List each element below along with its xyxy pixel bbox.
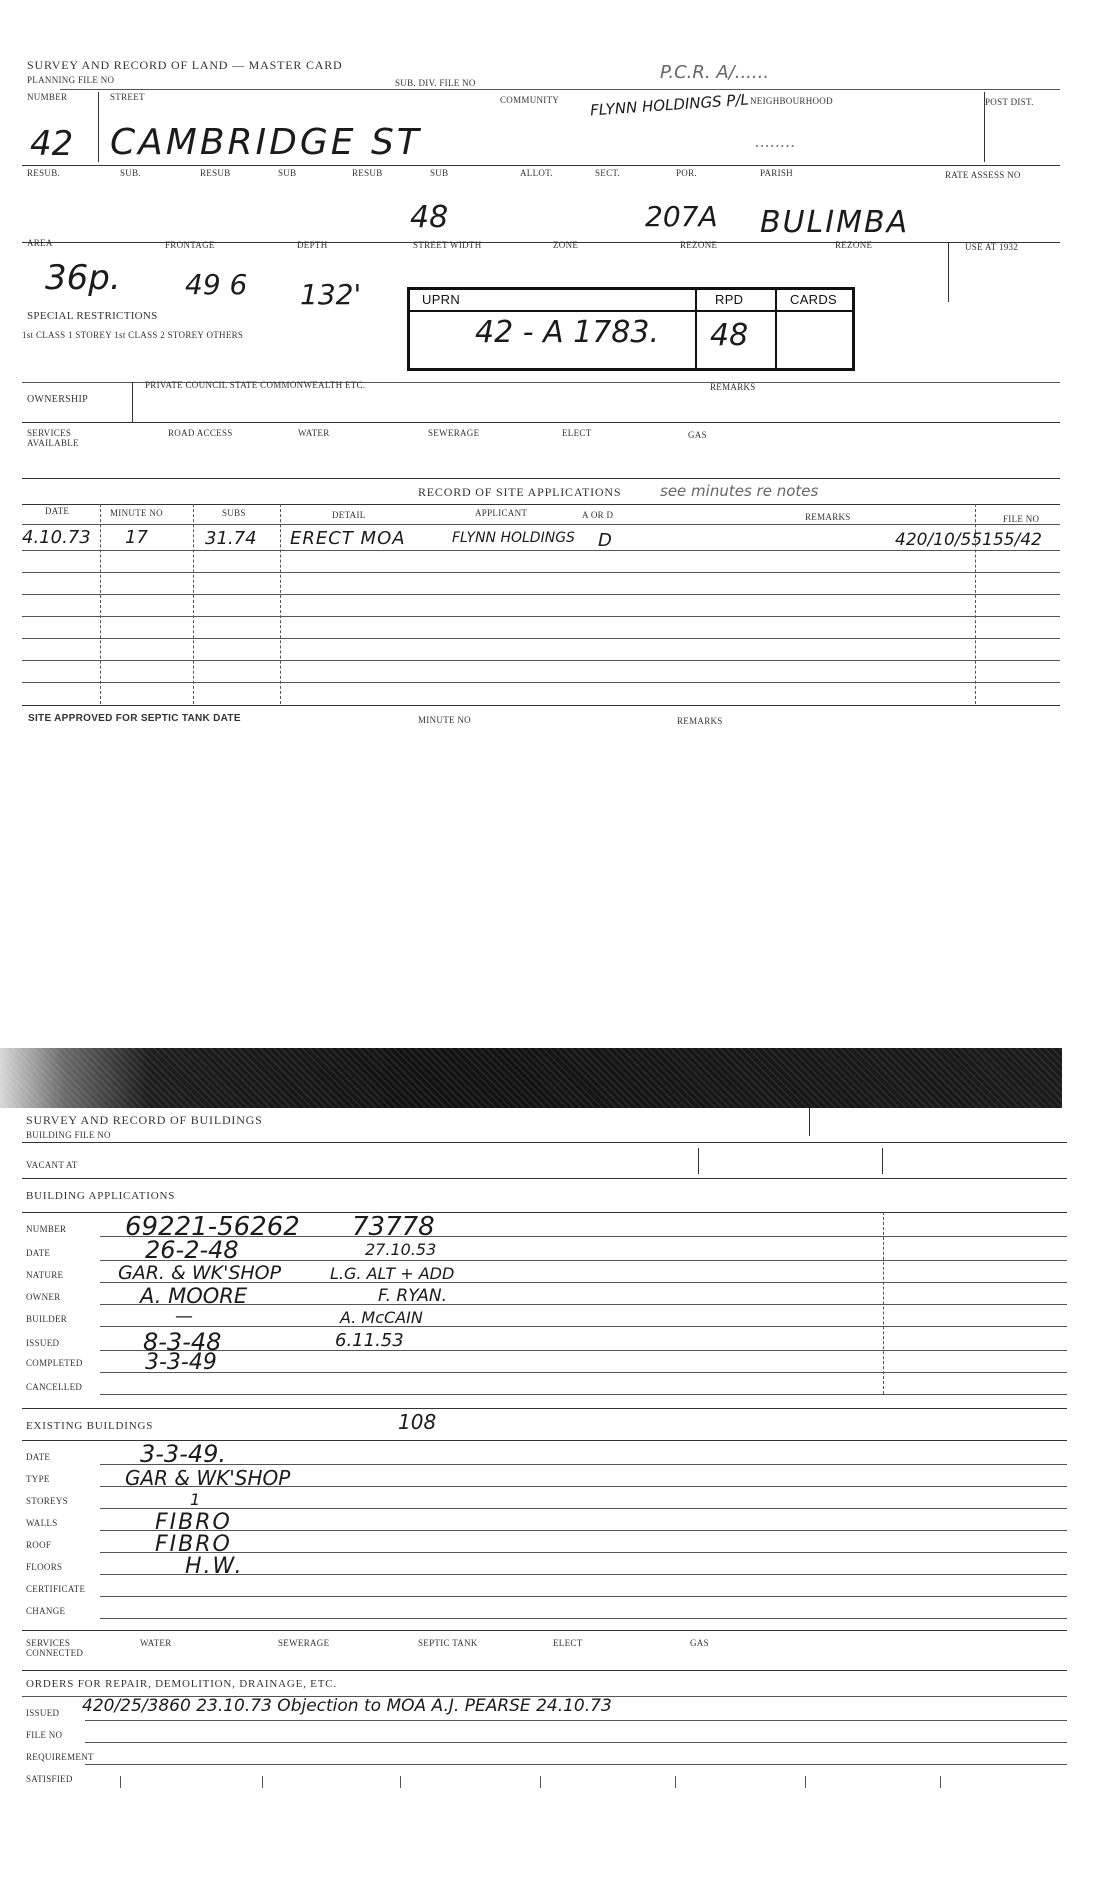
divider	[695, 290, 697, 368]
cell-date: 4.10.73	[22, 527, 91, 548]
rule	[100, 1260, 1067, 1261]
divider	[132, 382, 133, 422]
label-services-connected: SERVICES CONNECTED	[26, 1638, 84, 1658]
divider	[940, 1776, 941, 1788]
label-elect: ELECT	[553, 1638, 583, 1648]
label-rezone: REZONE	[680, 240, 718, 250]
label-sewerage: SEWERAGE	[278, 1638, 330, 1648]
rpd-value: 48	[710, 318, 749, 353]
existing-type: GAR & WK'SHOP	[125, 1466, 291, 1490]
rule	[22, 705, 1060, 706]
uprn-value: 42 - A 1783.	[475, 315, 660, 350]
label-zone: ZONE	[553, 240, 579, 250]
label-resub: RESUB	[352, 168, 383, 178]
label-gas: GAS	[690, 1638, 709, 1648]
rule	[100, 1372, 1067, 1373]
label-remarks: REMARKS	[710, 382, 756, 392]
rule	[100, 1530, 1067, 1531]
label-septic-tank: SITE APPROVED FOR SEPTIC TANK DATE	[28, 713, 241, 724]
label-sub: SUB	[278, 168, 297, 178]
col-file-no: FILE NO	[1003, 514, 1040, 524]
rule	[100, 1552, 1067, 1553]
parish-value: BULIMBA	[760, 205, 910, 240]
label-special-restrictions: SPECIAL RESTRICTIONS	[27, 310, 158, 322]
existing-note: 108	[398, 1410, 437, 1434]
rule	[410, 310, 852, 312]
col-applicant: APPLICANT	[475, 508, 528, 518]
label-neighbourhood: NEIGHBOURHOOD	[750, 96, 833, 106]
rule	[100, 1618, 1067, 1619]
divider	[100, 504, 101, 704]
label-depth: DEPTH	[297, 240, 328, 250]
app1-completed: 3-3-49	[145, 1350, 217, 1375]
rule	[22, 504, 1060, 505]
label-post-dist: POST DIST.	[985, 97, 1034, 107]
existing-roof: FIBRO	[155, 1532, 232, 1557]
site-applications-note: see minutes re notes	[660, 482, 819, 500]
label-date: DATE	[26, 1452, 51, 1462]
label-cards: CARDS	[790, 292, 838, 307]
divider	[805, 1776, 806, 1788]
rule	[100, 1574, 1067, 1575]
label-planning-file: PLANNING FILE NO	[27, 75, 115, 85]
divider	[809, 1108, 810, 1136]
divider	[675, 1776, 676, 1788]
rule	[100, 1394, 1067, 1395]
label-orders: ORDERS FOR REPAIR, DEMOLITION, DRAINAGE, ETC.	[26, 1678, 337, 1690]
divider	[975, 504, 976, 704]
label-area: AREA	[27, 238, 53, 248]
order-entry: 420/25/3860 23.10.73 Objection to MOA A.J. PEARSE 24.10.73	[82, 1696, 612, 1716]
label-building-file: BUILDING FILE NO	[26, 1130, 111, 1140]
label-certificate: CERTIFICATE	[26, 1584, 86, 1594]
app1-builder: —	[175, 1306, 193, 1327]
label-rezone: REZONE	[835, 240, 873, 250]
divider	[280, 504, 281, 704]
label-owner: OWNER	[26, 1292, 61, 1302]
label-sub: SUB	[430, 168, 449, 178]
label-elect: ELECT	[562, 428, 592, 438]
label-number: NUMBER	[26, 1224, 67, 1234]
rule	[85, 1720, 1067, 1721]
planning-file-handwritten: P.C.R. A/......	[660, 62, 770, 83]
label-date: DATE	[26, 1248, 51, 1258]
cell-applicant: FLYNN HOLDINGS	[452, 530, 575, 546]
cell-detail: ERECT MOA	[290, 528, 406, 549]
label-sect: SECT.	[595, 168, 621, 178]
label-issued: ISSUED	[26, 1708, 60, 1718]
app2-builder: A. McCAIN	[340, 1308, 423, 1327]
rule	[22, 660, 1060, 661]
rule	[60, 89, 1060, 90]
divider	[984, 92, 985, 162]
col-date: DATE	[45, 506, 70, 516]
frontage-value: 49 6	[185, 268, 248, 301]
divider	[698, 1148, 699, 1174]
divider	[540, 1776, 541, 1788]
label-street: STREET	[110, 92, 145, 102]
app2-nature: L.G. ALT + ADD	[330, 1264, 455, 1283]
rule	[22, 638, 1060, 639]
label-services-available: SERVICES AVAILABLE	[27, 428, 79, 448]
divider	[883, 1212, 884, 1394]
label-rpd: RPD	[715, 292, 744, 307]
rule	[100, 1464, 1067, 1465]
property-number: 42	[30, 124, 74, 164]
label-existing-buildings: EXISTING BUILDINGS	[26, 1420, 154, 1432]
rule	[100, 1508, 1067, 1509]
divider	[262, 1776, 263, 1788]
app1-number: 69221-56262	[125, 1212, 300, 1242]
label-site-applications: RECORD OF SITE APPLICATIONS	[418, 485, 622, 499]
label-completed: COMPLETED	[26, 1358, 83, 1368]
label-resub: RESUB.	[27, 168, 61, 178]
label-community: COMMUNITY	[500, 95, 560, 105]
rule	[22, 1142, 1067, 1143]
label-storeys: STOREYS	[26, 1496, 68, 1506]
street-name: CAMBRIDGE ST	[110, 122, 422, 163]
label-walls: WALLS	[26, 1518, 58, 1528]
scan-edge-band	[0, 1048, 1062, 1108]
label-frontage: FRONTAGE	[165, 240, 215, 250]
depth-value: 132'	[300, 278, 362, 311]
rule	[100, 1326, 1067, 1327]
label-street-width: STREET WIDTH	[413, 240, 482, 250]
col-detail: DETAIL	[332, 510, 366, 520]
label-type: TYPE	[26, 1474, 50, 1484]
label-septic-tank: SEPTIC TANK	[418, 1638, 478, 1648]
label-file-no: FILE NO	[26, 1730, 63, 1740]
neighbourhood-value: ........	[755, 132, 796, 151]
uprn-box	[407, 287, 855, 371]
rule	[22, 478, 1060, 479]
divider	[400, 1776, 401, 1788]
label-parish: PARISH	[760, 168, 793, 178]
community-value: FLYNN HOLDINGS P/L	[589, 90, 750, 120]
label-classes: 1st CLASS 1 STOREY 1st CLASS 2 STOREY OTHERS	[22, 330, 244, 340]
label-issued: ISSUED	[26, 1338, 60, 1348]
col-a-or-d: A OR D	[582, 510, 614, 520]
label-rate-assess: RATE ASSESS NO	[945, 170, 1021, 180]
rule	[22, 616, 1060, 617]
rule	[22, 572, 1060, 573]
rule	[22, 1408, 1067, 1409]
app1-issued: 8-3-48	[143, 1328, 222, 1356]
app2-number: 73778	[352, 1212, 435, 1242]
rule	[100, 1350, 1067, 1351]
portion-value: 207A	[645, 200, 718, 233]
divider	[193, 504, 194, 704]
label-sewerage: SEWERAGE	[428, 428, 480, 438]
label-allot: ALLOT.	[520, 168, 553, 178]
divider	[775, 290, 777, 368]
app1-nature: GAR. & WK'SHOP	[118, 1262, 282, 1284]
rule	[22, 682, 1060, 683]
label-ownership-options: PRIVATE COUNCIL STATE COMMONWEALTH ETC.	[145, 380, 366, 390]
land-card-title: SURVEY AND RECORD OF LAND — MASTER CARD	[27, 58, 343, 72]
label-water: WATER	[140, 1638, 172, 1648]
cell-minute: 17	[125, 527, 148, 548]
cell-subs: 31.74	[205, 528, 257, 549]
rule	[22, 1670, 1067, 1671]
divider	[948, 242, 949, 302]
buildings-card-title: SURVEY AND RECORD OF BUILDINGS	[26, 1113, 263, 1127]
area-value: 36p.	[45, 258, 121, 298]
label-por: POR.	[676, 168, 697, 178]
rule	[22, 1178, 1067, 1179]
label-use-at: USE AT 1932	[965, 242, 1019, 252]
divider	[98, 92, 99, 162]
label-roof: ROOF	[26, 1540, 52, 1550]
rule	[22, 165, 1060, 166]
existing-storeys: 1	[190, 1490, 201, 1509]
rule	[22, 550, 1060, 551]
label-nature: NATURE	[26, 1270, 64, 1280]
label-ownership: OWNERSHIP	[27, 394, 89, 405]
rule	[22, 1630, 1067, 1631]
rule	[22, 422, 1060, 423]
label-uprn: UPRN	[422, 292, 461, 307]
street-width-value: 48	[410, 200, 449, 235]
label-sub-file: SUB. DIV. FILE NO	[395, 78, 476, 88]
label-sub: SUB.	[120, 168, 141, 178]
label-vacant-at: VACANT AT	[26, 1160, 78, 1170]
label-septic-remarks: REMARKS	[677, 716, 723, 726]
rule	[85, 1742, 1067, 1743]
existing-floors: H.W.	[185, 1554, 244, 1579]
label-building-applications: BUILDING APPLICATIONS	[26, 1190, 176, 1202]
label-satisfied: SATISFIED	[26, 1774, 73, 1784]
label-change: CHANGE	[26, 1606, 66, 1616]
label-septic-minute: MINUTE NO	[418, 715, 471, 725]
existing-date: 3-3-49.	[140, 1440, 227, 1468]
label-road-access: ROAD ACCESS	[168, 428, 233, 438]
label-floors: FLOORS	[26, 1562, 63, 1572]
col-minute: MINUTE NO	[110, 508, 163, 518]
label-builder: BUILDER	[26, 1314, 68, 1324]
cell-file-no: 420/10/55155/42	[895, 530, 1042, 550]
app2-issued: 6.11.53	[335, 1330, 404, 1351]
existing-walls: FIBRO	[155, 1510, 232, 1535]
divider	[120, 1776, 121, 1788]
cell-a-or-d: D	[598, 530, 612, 551]
app1-date: 26-2-48	[145, 1236, 239, 1264]
col-remarks: REMARKS	[805, 512, 851, 522]
app2-date: 27.10.53	[365, 1240, 437, 1259]
label-number: NUMBER	[27, 92, 68, 102]
rule	[22, 524, 1060, 525]
label-resub: RESUB	[200, 168, 231, 178]
divider	[882, 1148, 883, 1174]
rule	[22, 594, 1060, 595]
rule	[100, 1596, 1067, 1597]
label-gas: GAS	[688, 430, 707, 440]
label-water: WATER	[298, 428, 330, 438]
app2-owner: F. RYAN.	[378, 1286, 448, 1306]
col-subs: SUBS	[222, 508, 246, 518]
app1-owner: A. MOORE	[140, 1284, 248, 1308]
label-requirement: REQUIREMENT	[26, 1752, 94, 1762]
rule	[85, 1764, 1067, 1765]
label-cancelled: CANCELLED	[26, 1382, 83, 1392]
